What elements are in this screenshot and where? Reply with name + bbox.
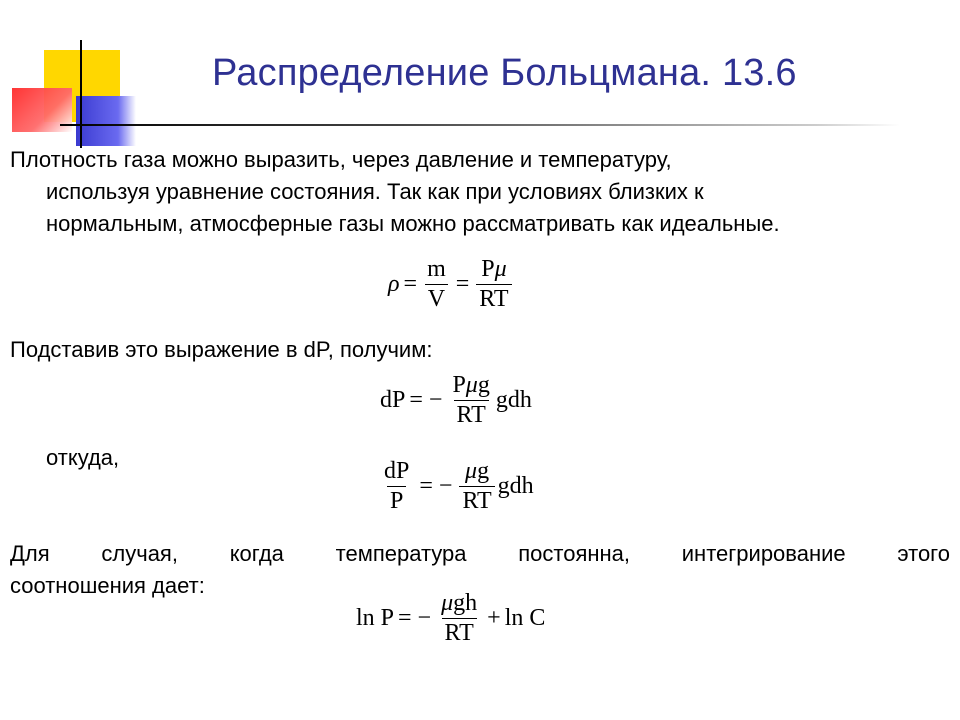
- eq2-gdh: gdh: [495, 387, 532, 413]
- eq2-numerator: [449, 372, 492, 400]
- eq3-numerator: [462, 458, 492, 486]
- eq2-fraction: [449, 372, 492, 429]
- p4-word: постоянна,: [518, 541, 631, 566]
- eq3-fraction-mug-rt: [459, 458, 494, 515]
- eq4-lnp: ln P: [356, 605, 395, 631]
- slide-title: Распределение Больцмана. 13.6: [212, 52, 797, 94]
- paragraph-4-line-1: [10, 538, 950, 570]
- eq1-m: m: [427, 256, 446, 282]
- eq4-mu: μ: [441, 590, 454, 616]
- eq2-p: P: [452, 372, 466, 398]
- eq2-dp: dP: [380, 387, 406, 413]
- eq2-equals-minus: = −: [409, 387, 443, 413]
- eq4-fraction: [438, 590, 480, 647]
- paragraph-1-line-1: Плотность газа можно выразить, через давление и температуру,: [10, 147, 672, 172]
- eq3-mu: μ: [465, 458, 478, 484]
- eq1-fraction-m-v: [424, 256, 449, 313]
- equation-density: [388, 256, 515, 313]
- eq3-gdh: gdh: [497, 473, 534, 499]
- eq3-p: P: [387, 486, 406, 515]
- eq4-lnc: ln C: [504, 605, 546, 631]
- eq1-equals: =: [403, 271, 418, 297]
- p4-word: интегрирование: [681, 541, 846, 566]
- eq2-mu: μ: [465, 372, 478, 398]
- eq1-rho: ρ: [388, 271, 400, 297]
- eq1-v: V: [425, 284, 448, 313]
- eq1-equals-2: =: [455, 271, 470, 297]
- eq3-fraction-dp-p: [381, 458, 412, 515]
- paragraph-4-line-2: соотношения дает:: [10, 573, 205, 598]
- eq1-p: P: [481, 256, 495, 282]
- eq3-g: g: [477, 458, 490, 484]
- p4-word: температура: [335, 541, 467, 566]
- p4-word: Для: [10, 541, 50, 566]
- p4-word: случая,: [101, 541, 178, 566]
- eq4-numerator: [438, 590, 480, 618]
- decor-blue-square: [76, 96, 136, 146]
- paragraph-3: откуда,: [46, 445, 120, 470]
- p4-word: когда: [229, 541, 284, 566]
- eq2-g: g: [477, 372, 490, 398]
- eq1-fraction-pmu-rt: [476, 256, 511, 313]
- eq3-rt: RT: [459, 486, 494, 515]
- paragraph-1-line-3: нормальным, атмосферные газы можно рассматривать как идеальные.: [46, 211, 780, 236]
- p4-word: этого: [897, 541, 950, 566]
- eq4-rt: RT: [442, 618, 477, 647]
- equation-dp-over-p: [378, 458, 534, 515]
- eq1-mu: μ: [494, 256, 507, 282]
- eq4-plus: +: [487, 605, 501, 631]
- equation-dp: [380, 372, 532, 429]
- eq2-rt: RT: [454, 400, 489, 429]
- eq4-equals-minus: = −: [398, 605, 432, 631]
- paragraph-2: Подставив это выражение в dP, получим:: [10, 337, 433, 362]
- eq4-gh: gh: [453, 590, 478, 616]
- eq3-equals-minus: = −: [419, 473, 453, 499]
- title-underline: [60, 124, 900, 126]
- equation-ln-p: [356, 590, 545, 647]
- eq1-rt: RT: [476, 284, 511, 313]
- eq1-numerator: [478, 256, 509, 284]
- decor-vertical-line: [80, 40, 82, 148]
- paragraph-1-line-2: используя уравнение состояния. Так как при условиях близких к: [46, 179, 704, 204]
- eq3-dp: dP: [384, 458, 410, 484]
